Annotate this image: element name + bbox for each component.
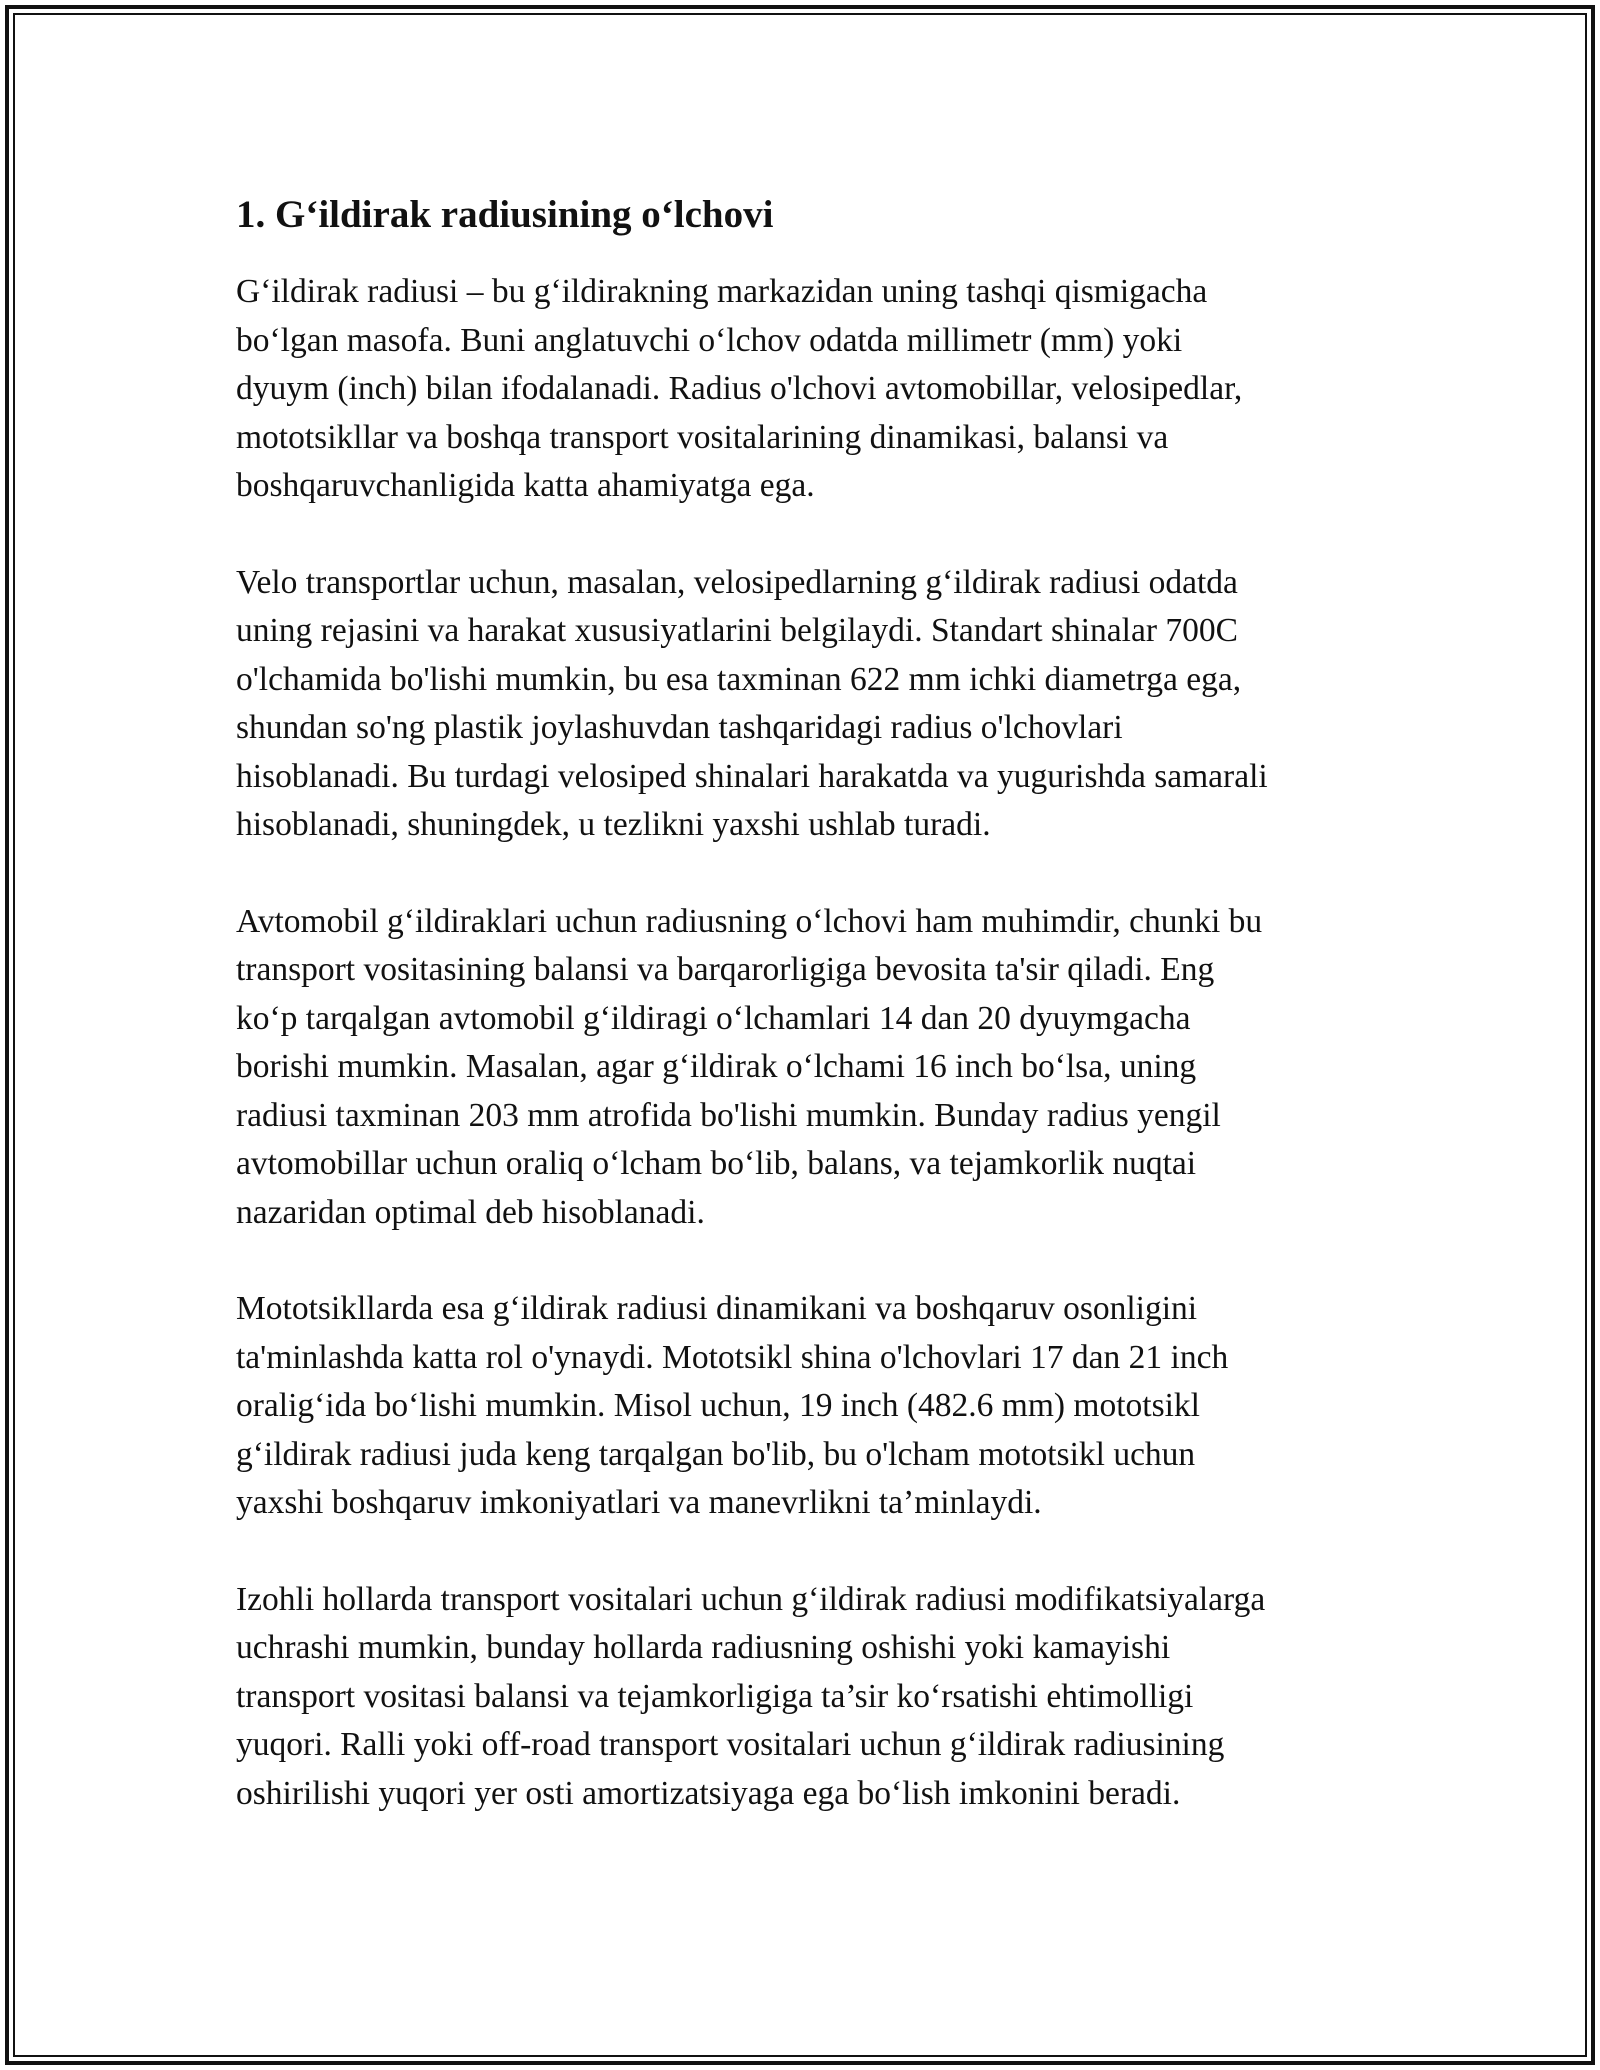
paragraph-cars — [236, 898, 1386, 1238]
text-line: yuqori. Ralli yoki off-road transport vositalari uchun g‘ildirak radiusining — [236, 1726, 1225, 1763]
text-line: o'lchamida bo'lishi mumkin, bu esa taxminan 622 mm ichki diametrga ega, — [236, 660, 1242, 698]
text-line: G‘ildirak radiusi – bu g‘ildirakning markazidan uning tashqi qismigacha — [236, 273, 1208, 310]
text-line: mototsikllar va boshqa transport vositalarining dinamikasi, balansi va — [236, 418, 1169, 456]
text-line: hisoblanadi, shuningdek, u tezlikni yaxshi ushlab turadi. — [236, 806, 991, 843]
page-title: 1. G‘ildirak radiusining o‘lchovi — [236, 193, 774, 236]
text-line: shundan so'ng plastik joylashuvdan tashqaridagi radius o'lchovlari — [236, 709, 1123, 746]
document-body — [236, 188, 1386, 1866]
text-line: g‘ildirak radiusi juda keng tarqalgan bo'lib, bu o'lcham mototsikl uchun — [236, 1435, 1196, 1473]
text-line: dyuym (inch) bilan ifodalanadi. Radius o'lchovi avtomobillar, velosipedlar, — [236, 370, 1243, 407]
text-line: oralig‘ida bo‘lishi mumkin. Misol uchun, 19 inch (482.6 mm) mototsikl — [236, 1387, 1200, 1424]
text-line: hisoblanadi. Bu turdagi velosiped shinalari harakatda va yugurishda samarali — [236, 757, 1268, 795]
text-line: ta'minlashda katta rol o'ynaydi. Mototsikl shina o'lchovlari 17 dan 21 inch — [236, 1338, 1229, 1376]
text-line: transport vositasining balansi va barqarorligiga bevosita ta'sir qiladi. Eng — [236, 951, 1215, 988]
text-line: radiusi taxminan 203 mm atrofida bo'lishi mumkin. Bunday radius yengil — [236, 1096, 1221, 1134]
text-line: oshirilishi yuqori yer osti amortizatsiyaga ega bo‘lish imkonini beradi. — [236, 1774, 1181, 1812]
paragraph-motorcycles — [236, 1285, 1386, 1528]
text-line: uning rejasini va harakat xususiyatlarini belgilaydi. Standart shinalar 700C — [236, 612, 1238, 649]
text-line: nazaridan optimal deb hisoblanadi. — [236, 1193, 705, 1231]
text-line: yaxshi boshqaruv imkoniyatlari va manevrlikni ta’minlaydi. — [236, 1484, 1042, 1521]
paragraph-bicycles — [236, 559, 1386, 850]
text-line: borishi mumkin. Masalan, agar g‘ildirak o‘lchami 16 inch bo‘lsa, uning — [236, 1048, 1197, 1085]
text-line: bo‘lgan masofa. Buni anglatuvchi o‘lchov odatda millimetr (mm) yoki — [236, 321, 1183, 359]
paragraph-wheel-radius-definition — [236, 268, 1386, 511]
paragraph-modifications — [236, 1576, 1386, 1819]
text-line: boshqaruvchanligida katta ahamiyatga ega. — [236, 467, 815, 504]
text-line: Mototsikllarda esa g‘ildirak radiusi dinamikani va boshqaruv osonligini — [236, 1290, 1198, 1327]
text-line: ko‘p tarqalgan avtomobil g‘ildiragi o‘lchamlari 14 dan 20 dyuymgacha — [236, 999, 1191, 1037]
text-line: uchrashi mumkin, bunday hollarda radiusning oshishi yoki kamayishi — [236, 1629, 1171, 1666]
text-line: Avtomobil g‘ildiraklari uchun radiusning o‘lchovi ham muhimdir, chunki bu — [236, 902, 1263, 940]
text-line: Izohli hollarda transport vositalari uchun g‘ildirak radiusi modifikatsiyalarga — [236, 1580, 1266, 1618]
text-line: avtomobillar uchun oraliq o‘lcham bo‘lib, balans, va tejamkorlik nuqtai — [236, 1145, 1197, 1182]
text-line: Velo transportlar uchun, masalan, velosipedlarning g‘ildirak radiusi odatda — [236, 563, 1238, 601]
text-line: transport vositasi balansi va tejamkorligiga ta’sir ko‘rsatishi ehtimolligi — [236, 1677, 1194, 1715]
